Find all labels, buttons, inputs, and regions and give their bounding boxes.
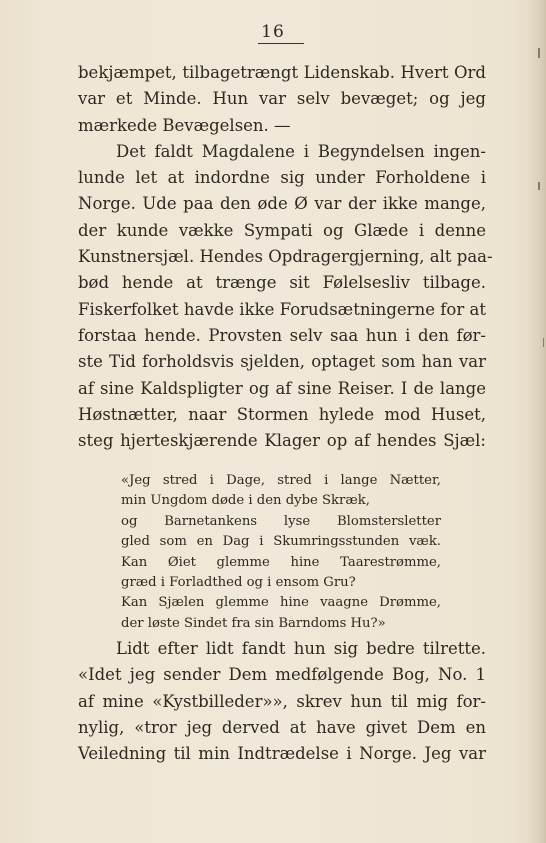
poem-line: Kan Øiet glemme hine Taarestrømme, — [121, 554, 441, 570]
text-line: af sine Kaldspligter og af sine Reiser. I de lange — [78, 378, 486, 398]
poem-block — [121, 471, 441, 634]
text-line: Fiskerfolket havde ikke Forudsætningerne for at — [78, 299, 486, 319]
text-line: Det faldt Magdalene i Begyndelsen ingen- — [116, 141, 486, 161]
poem-line: gled som en Dag i Skumringsstunden væk. — [121, 534, 441, 550]
page-number: 16 — [261, 22, 285, 42]
text-line: Kunstnersjæl. Hendes Opdragergjerning, alt paa- — [78, 247, 493, 267]
text-line: lunde let at indordne sig under Forholdene i — [78, 168, 486, 188]
body-text-bottom — [78, 636, 486, 767]
paper-speck — [538, 182, 540, 190]
poem-line: Kan Sjælen glemme hine vaagne Drømme, — [121, 595, 441, 611]
text-line: af mine «Kystbilleder»», skrev hun til mig for- — [78, 691, 486, 711]
text-line: steg hjerteskjærende Klager op af hendes Sjæl: — [78, 431, 486, 451]
poem-line: der løste Sindet fra sin Barndoms Hu?» — [121, 615, 386, 631]
text-line: var et Minde. Hun var selv bevæget; og jeg — [78, 89, 486, 109]
body-text-top — [78, 60, 493, 454]
text-line: forstaa hende. Provsten selv saa hun i den før- — [78, 325, 486, 345]
text-line: mærkede Bevægelsen. — — [78, 115, 291, 135]
page-edge-shadow — [528, 0, 546, 843]
text-line: ste Tid forholdsvis sjelden, optaget som han var — [78, 352, 486, 372]
text-line: Norge. Ude paa den øde Ø var der ikke mange, — [78, 194, 486, 214]
text-line: «Idet jeg sender Dem medfølgende Bog, No. 1 — [78, 665, 486, 685]
text-line: Lidt efter lidt fandt hun sig bedre tilrette. — [116, 639, 486, 658]
poem-line: græd i Forladthed og i ensom Gru? — [121, 574, 356, 590]
text-line: Veiledning til min Indtrædelse i Norge. Jeg var — [78, 744, 486, 764]
text-line: der kunde vække Sympati og Glæde i denne — [78, 220, 486, 240]
poem-line: min Ungdom døde i den dybe Skræk, — [121, 493, 370, 509]
paper-speck — [543, 338, 544, 347]
text-line: bød hende at trænge sit Følelsesliv tilbage. — [78, 273, 486, 293]
poem-line: «Jeg stred i Dage, stred i lange Nætter, — [121, 473, 441, 488]
poem-line: og Barnetankens lyse Blomstersletter — [121, 513, 441, 529]
page-number-rule — [258, 43, 304, 44]
paper-speck — [538, 48, 540, 58]
text-line: Høstnætter, naar Stormen hylede mod Huset, — [78, 404, 486, 424]
text-line: nylig, «tror jeg derved at have givet Dem en — [78, 717, 486, 737]
text-line: bekjæmpet, tilbagetrængt Lidenskab. Hvert Ord — [78, 63, 486, 82]
